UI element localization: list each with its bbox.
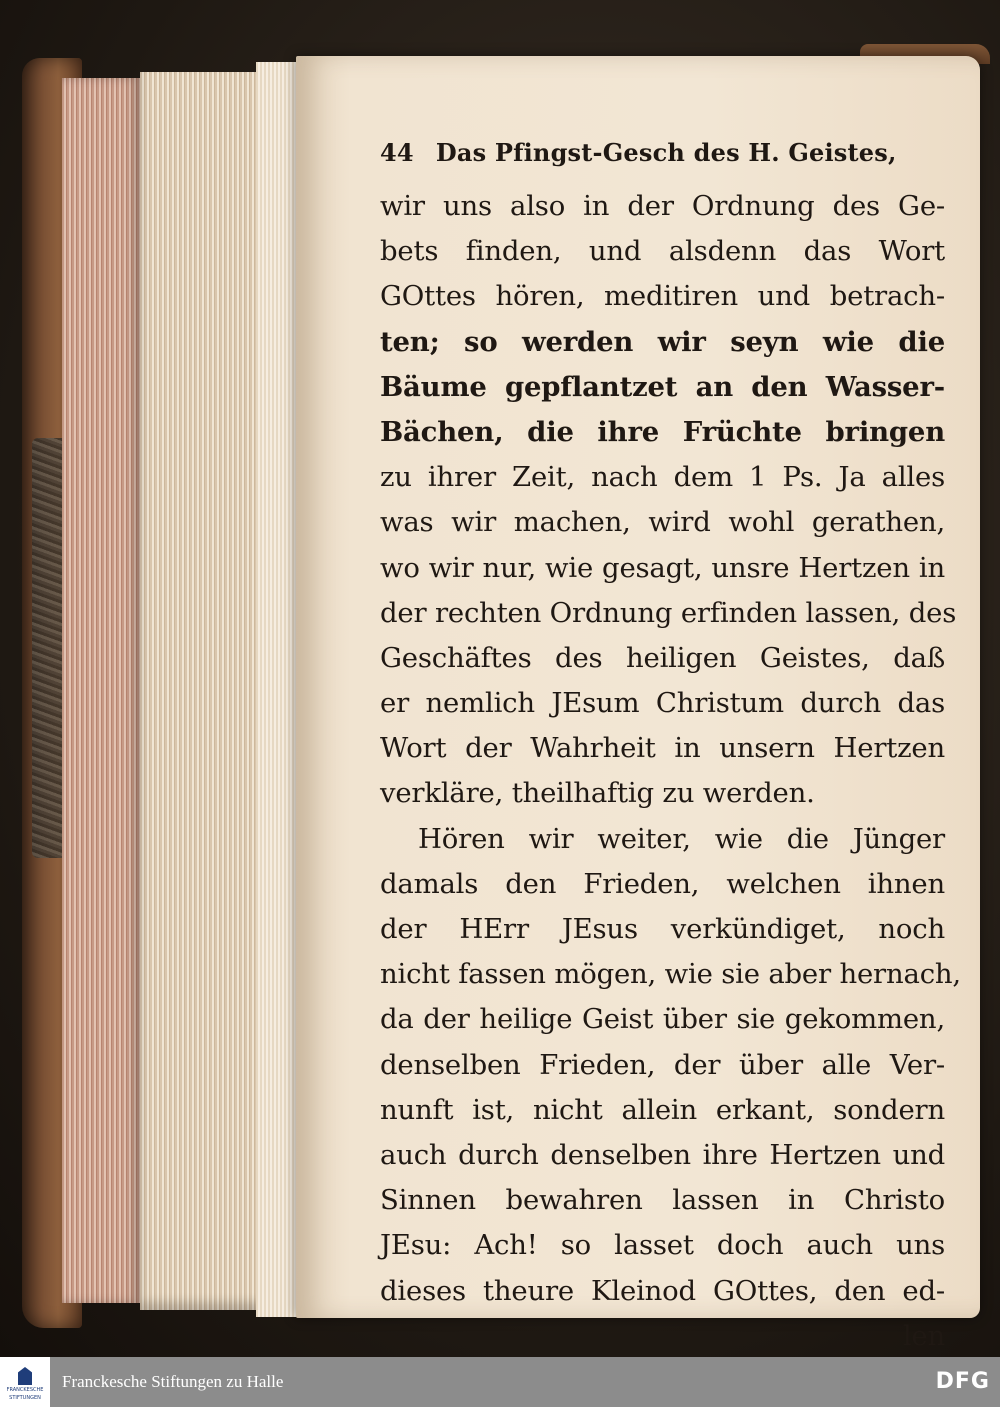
dfg-logo[interactable]: DFG [935,1369,990,1394]
text-line: dieses theure Kleinod GOttes, den ed- [380,1274,945,1307]
text-line: ten; so werden wir seyn wie die [380,325,945,358]
institution-logo [0,1357,50,1407]
text-line: Wort der Wahrheit in unsern Hertzen [380,732,945,765]
page-text [380,138,961,1357]
text-line: auch durch denselben ihre Hertzen und [380,1138,945,1171]
text-line: GOttes hören, meditiren und betrach- [380,280,945,313]
logo-text-2: STIFTUNGEN [9,1395,41,1401]
text-line: damals den Frieden, welchen ihnen [380,867,945,900]
text-line: der rechten Ordnung erfinden lassen, des [380,596,957,629]
text-line: der HErr JEsus verkündiget, noch [380,913,945,945]
institution-name[interactable]: Franckesche Stiftungen zu Halle [62,1372,284,1391]
text-line: Bäume gepflantzet an den Wasser- [380,370,945,403]
footer-bar [0,1357,1000,1407]
text-line: wir uns also in der Ordnung des Ge- [380,190,945,222]
text-line: was wir machen, wird wohl gerathen, [380,506,945,539]
text-line: denselben Frieden, der über alle Ver- [380,1048,945,1081]
catchword: len [902,1319,945,1352]
page-number: 44 [380,138,414,167]
text-line: bets finden, und alsdenn das Wort [380,235,945,268]
text-line: Hören wir weiter, wie die Jünger [418,822,945,855]
text-line: nunft ist, nicht allein erkant, sondern [380,1093,945,1126]
page-edges-red [62,78,140,1303]
page-header [380,138,945,184]
text-line: wo wir nur, wie gesagt, unsre Hertzen in [380,551,945,584]
text-line: zu ihrer Zeit, nach dem 1 Ps. Ja alles [380,461,945,494]
text-line: da der heilige Geist über sie gekommen, [380,1003,945,1036]
text-line: er nemlich JEsum Christum durch das [380,687,945,720]
building-icon [18,1367,32,1385]
text-line: Sinnen bewahren lassen in Christo [380,1184,945,1217]
text-line: JEsu: Ach! so lasset doch auch uns [380,1229,945,1262]
text-line: nicht fassen mögen, wie sie aber hernach, [380,958,961,991]
text-line: Geschäftes des heiligen Geistes, daß [380,641,945,674]
logo-text-1: FRANCKESCHE [6,1387,44,1393]
text-line: Bächen, die ihre Früchte bringen [380,415,945,448]
text-line: verkläre, theilhaftig zu werden. [380,777,815,810]
running-head: Das Pfingst-Gesch des H. Geistes, [435,138,897,167]
